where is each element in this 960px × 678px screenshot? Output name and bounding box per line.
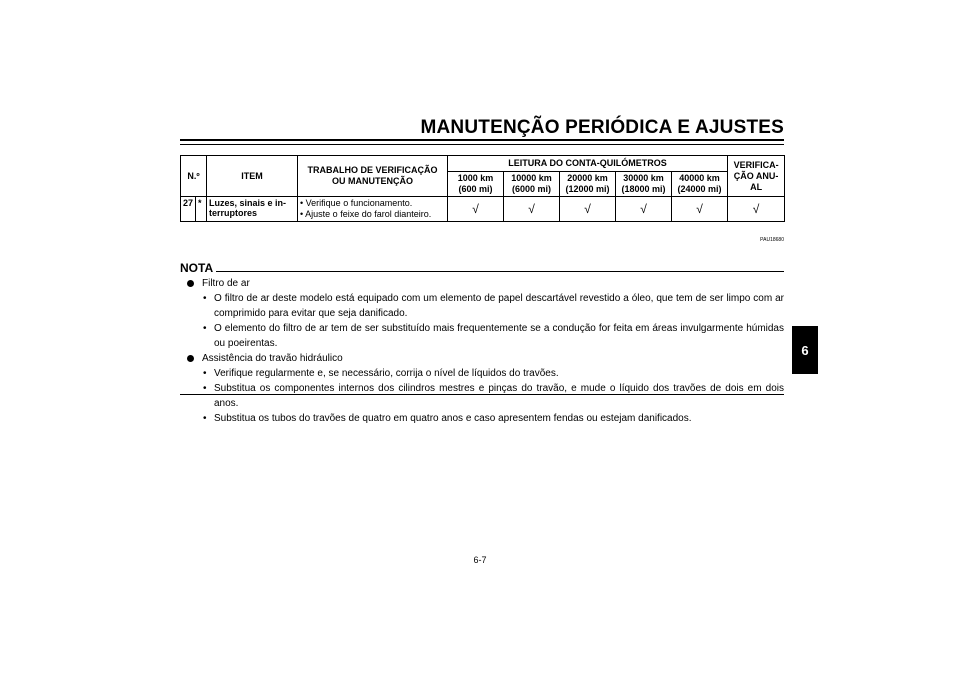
header-interval [448, 172, 504, 197]
check-mark: √ [672, 197, 728, 222]
interval-mi: (12000 mi) [565, 184, 610, 194]
row-item: Luzes, sinais e in-terruptores [207, 197, 298, 222]
header-work: TRABALHO DE VERIFICAÇÃO OU MANUTENÇÃO [298, 156, 448, 197]
interval-mi: (24000 mi) [677, 184, 722, 194]
bullet-icon: • [203, 293, 207, 304]
nota-item [180, 366, 784, 381]
check-mark: √ [616, 197, 672, 222]
bullet-dot-icon [187, 280, 194, 287]
check-mark: √ [560, 197, 616, 222]
nota-label: NOTA [180, 261, 214, 275]
nota-item-text: Substitua os componentes internos dos cilindros mestres e pinças do travão, e mude o líquido dos travões de dois em dois anos. [214, 383, 784, 409]
nota-item [180, 291, 784, 321]
nota-item [180, 381, 784, 411]
interval-km: 30000 km [623, 173, 664, 183]
nota-item-text: Substitua os tubos do travões de quatro em quatro anos e caso apresentem fendas ou estejam danificados. [214, 413, 692, 424]
section-title-text: Filtro de ar [202, 278, 250, 289]
nota-bottom-rule [180, 394, 784, 395]
interval-mi: (6000 mi) [512, 184, 552, 194]
bullet-dot-icon [187, 355, 194, 362]
nota-item-text: O elemento do filtro de ar tem de ser substituído mais frequentemente se a condução for feita em áreas invulgarmente húmidas ou poeirentas. [214, 323, 784, 349]
work-line: • Ajuste o feixe do farol dianteiro. [300, 209, 432, 219]
interval-km: 20000 km [567, 173, 608, 183]
interval-mi: (18000 mi) [621, 184, 666, 194]
header-no: N.º [181, 156, 207, 197]
header-interval [616, 172, 672, 197]
section-tab: 6 [792, 326, 818, 374]
page-title: MANUTENÇÃO PERIÓDICA E AJUSTES [420, 117, 784, 138]
title-rule-thick [180, 139, 784, 141]
work-line: • Verifique o funcionamento. [300, 198, 413, 208]
doc-code: PAU18680 [760, 237, 784, 243]
interval-mi: (600 mi) [458, 184, 493, 194]
title-rule-thin [180, 144, 784, 145]
nota-rule [216, 271, 784, 272]
check-mark: √ [448, 197, 504, 222]
check-mark: √ [728, 197, 785, 222]
nota-section-title [180, 351, 784, 366]
nota-item [180, 321, 784, 351]
interval-km: 40000 km [679, 173, 720, 183]
header-odometer: LEITURA DO CONTA-QUILÓMETROS [448, 156, 728, 172]
bullet-icon: • [203, 383, 207, 394]
row-work [298, 197, 448, 222]
row-number: 27 [181, 197, 196, 222]
interval-km: 10000 km [511, 173, 552, 183]
nota-item [180, 411, 784, 426]
interval-km: 1000 km [457, 173, 494, 183]
maintenance-table [180, 155, 785, 222]
nota-section-title [180, 276, 784, 291]
page-number: 6-7 [473, 555, 487, 565]
row-mark: * [196, 197, 207, 222]
section-title-text: Assistência do travão hidráulico [202, 353, 343, 364]
bullet-icon: • [203, 368, 207, 379]
header-interval [560, 172, 616, 197]
bullet-icon: • [203, 413, 207, 424]
header-interval [504, 172, 560, 197]
header-item: ITEM [207, 156, 298, 197]
header-interval [672, 172, 728, 197]
check-mark: √ [504, 197, 560, 222]
nota-body [180, 276, 784, 426]
nota-item-text: Verifique regularmente e, se necessário, corrija o nível de líquidos do travões. [214, 368, 559, 379]
nota-item-text: O filtro de ar deste modelo está equipado com um elemento de papel descartável revestido a óleo, que tem de ser limpo com ar comprimido para evitar que seja danificado. [214, 293, 784, 319]
header-annual: VERIFICA-ÇÃO ANU-AL [728, 156, 785, 197]
bullet-icon: • [203, 323, 207, 334]
table-row [181, 197, 785, 222]
